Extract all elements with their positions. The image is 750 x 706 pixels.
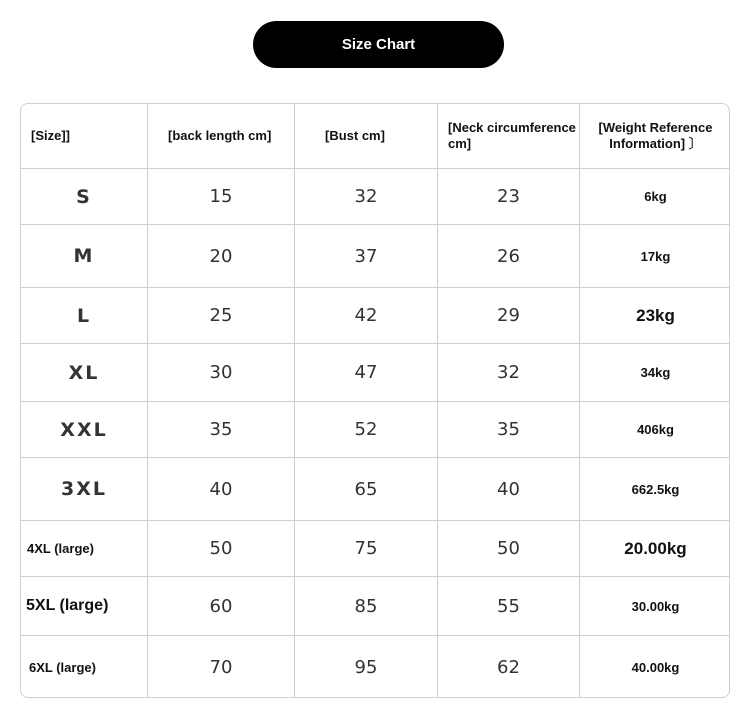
bust-cell: 47	[295, 344, 438, 402]
bust-cell: 32	[295, 169, 438, 225]
header-bust: [Bust cm]	[295, 104, 438, 169]
neck-cell: 40	[438, 458, 580, 521]
back-length-cell: 35	[148, 402, 295, 458]
back-length-cell: 70	[148, 636, 295, 698]
size-cell: L	[21, 288, 148, 344]
size-cell: XL	[21, 344, 148, 402]
bust-cell: 42	[295, 288, 438, 344]
weight-cell: 23kg	[580, 288, 730, 344]
back-length-cell: 25	[148, 288, 295, 344]
size-cell: XXL	[21, 402, 148, 458]
neck-cell: 62	[438, 636, 580, 698]
size-cell: 3XL	[21, 458, 148, 521]
neck-cell: 50	[438, 521, 580, 577]
bust-cell: 95	[295, 636, 438, 698]
neck-cell: 35	[438, 402, 580, 458]
size-cell: S	[21, 169, 148, 225]
size-cell: 6XL (large)	[21, 636, 148, 698]
size-cell: 5XL (large)	[21, 577, 148, 636]
weight-cell: 20.00kg	[580, 521, 730, 577]
neck-cell: 23	[438, 169, 580, 225]
bust-cell: 85	[295, 577, 438, 636]
back-length-cell: 20	[148, 225, 295, 288]
bust-cell: 37	[295, 225, 438, 288]
bust-cell: 52	[295, 402, 438, 458]
header-size: [Size]]	[21, 104, 148, 169]
back-length-cell: 60	[148, 577, 295, 636]
neck-cell: 32	[438, 344, 580, 402]
weight-cell: 17kg	[580, 225, 730, 288]
header-neck: [Neck circumference cm]	[438, 104, 580, 169]
back-length-cell: 50	[148, 521, 295, 577]
weight-cell: 30.00kg	[580, 577, 730, 636]
neck-cell: 55	[438, 577, 580, 636]
weight-cell: 662.5kg	[580, 458, 730, 521]
size-cell: 4XL (large)	[21, 521, 148, 577]
weight-cell: 40.00kg	[631, 660, 680, 675]
size-cell: M	[21, 225, 148, 288]
weight-cell: 6kg	[580, 169, 730, 225]
header-back-length: [back length cm]	[148, 104, 295, 169]
weight-cell: 34kg	[580, 344, 730, 402]
neck-cell: 26	[438, 225, 580, 288]
back-length-cell: 40	[148, 458, 295, 521]
weight-cell: 406kg	[580, 402, 730, 458]
bust-cell: 65	[295, 458, 438, 521]
size-chart-title: Size Chart	[253, 21, 504, 68]
back-length-cell: 30	[148, 344, 295, 402]
back-length-cell: 15	[148, 169, 295, 225]
size-table	[20, 103, 730, 698]
neck-cell: 29	[438, 288, 580, 344]
header-weight: [Weight Reference Information] 〕	[580, 104, 730, 169]
bust-cell: 75	[295, 521, 438, 577]
